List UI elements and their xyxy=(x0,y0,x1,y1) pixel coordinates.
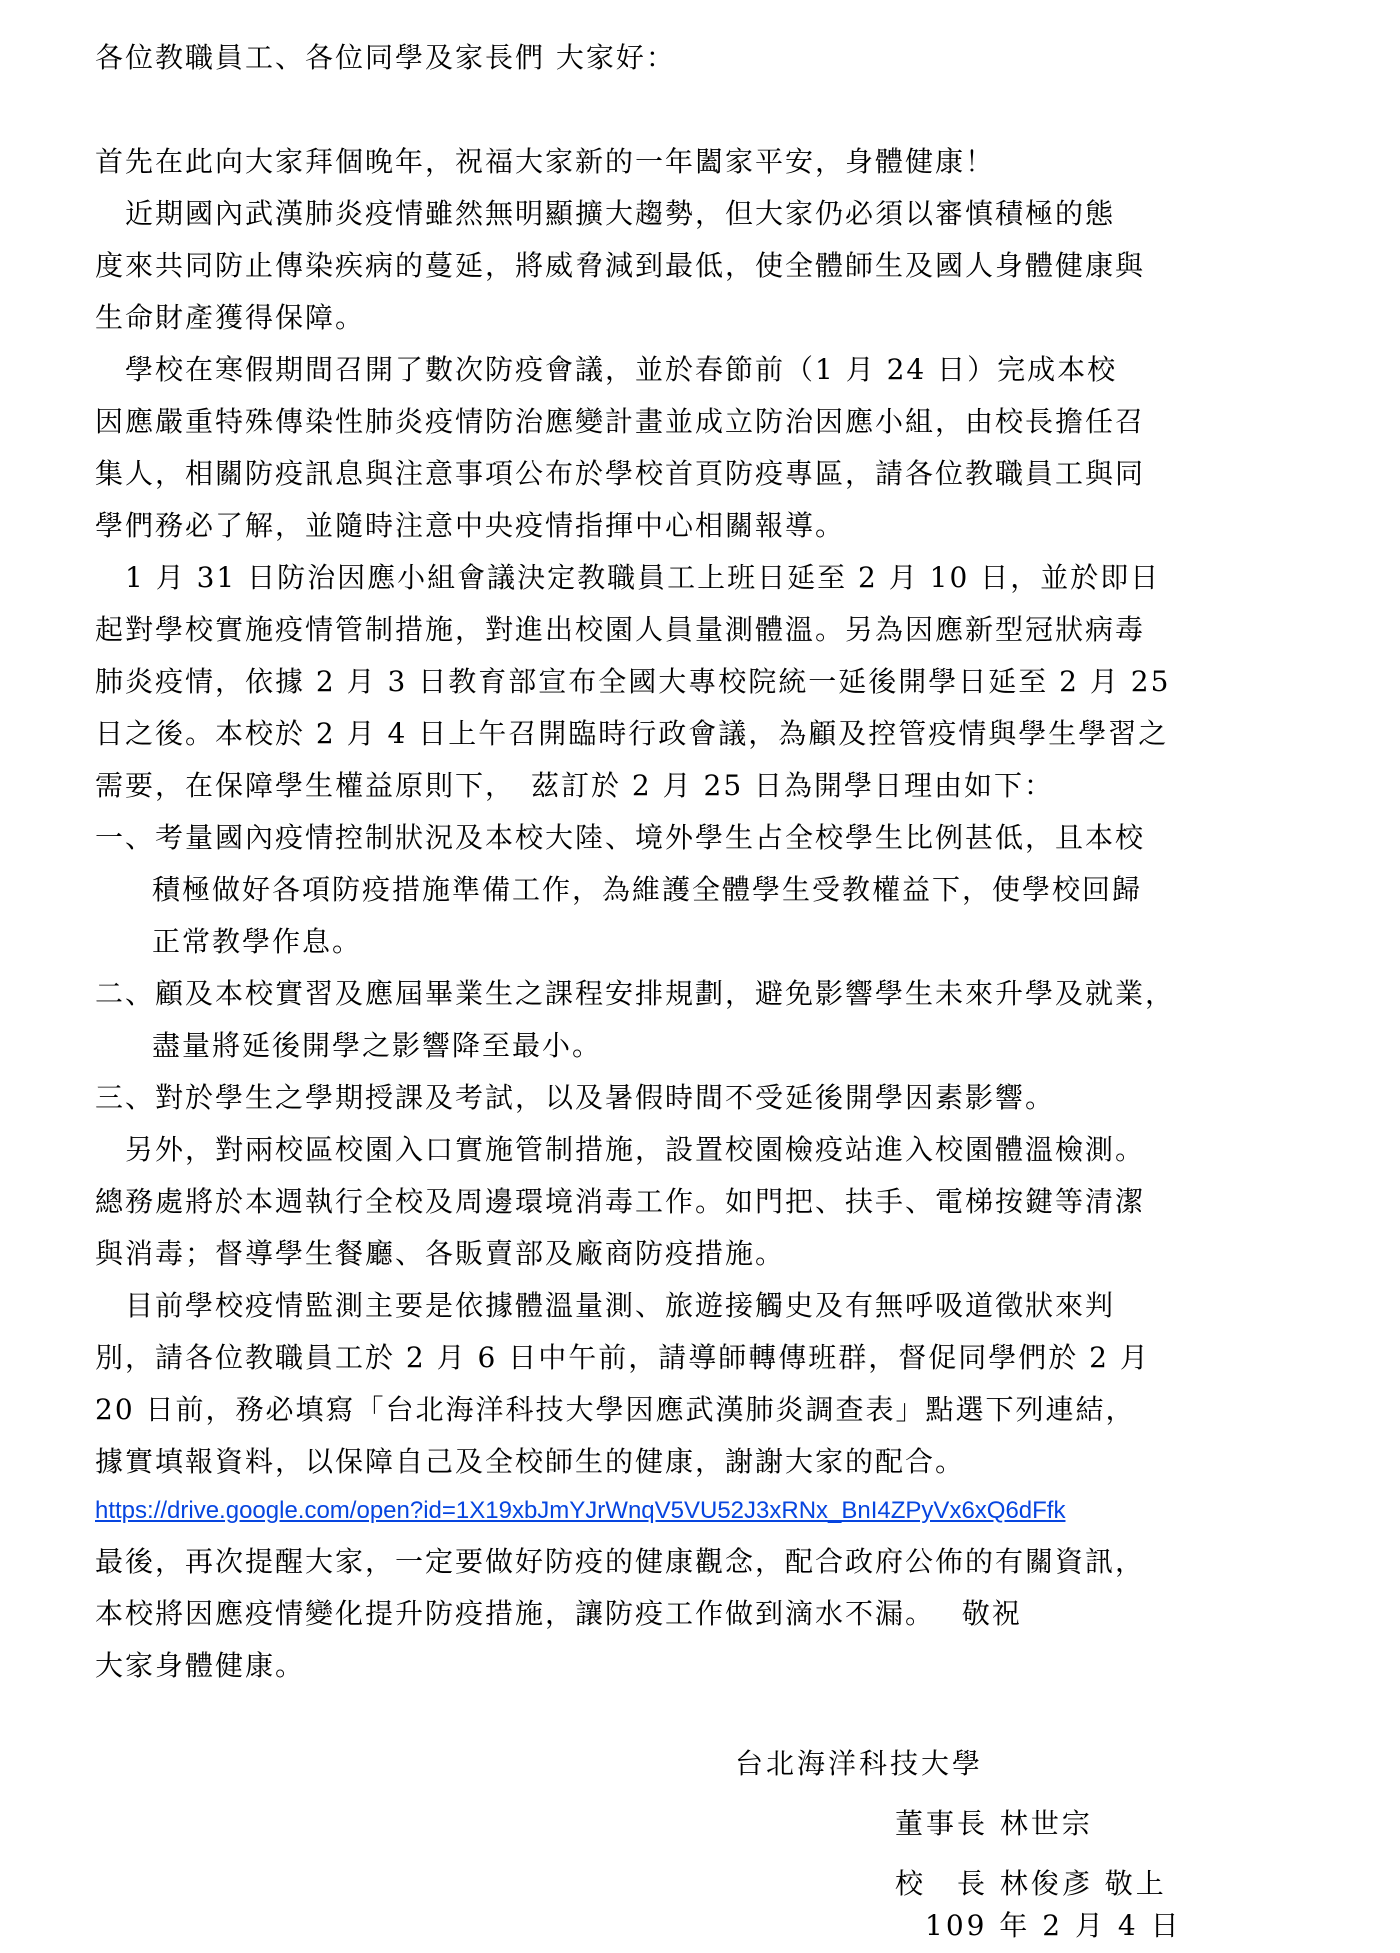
paragraph-line: 據實填報資料，以保障自己及全校師生的健康，謝謝大家的配合。 xyxy=(95,1445,966,1478)
list-item: 三、對於學生之學期授課及考試，以及暑假時間不受延後開學因素影響。 xyxy=(95,1081,1056,1114)
paragraph-line: 起對學校實施疫情管制措施，對進出校園人員量測體溫。另為因應新型冠狀病毒 xyxy=(95,613,1146,646)
list-item: 二、顧及本校實習及應屆畢業生之課程安排規劃，避免影響學生未來升學及就業， xyxy=(95,977,1176,1010)
paragraph-line: 肺炎疫情，依據 2 月 3 日教育部宣布全國大專校院統一延後開學日延至 2 月 25 xyxy=(95,665,1171,698)
signature-president: 校 長 林俊彥 敬上 xyxy=(895,1867,1167,1900)
paragraph-line: 日之後。本校於 2 月 4 日上午召開臨時行政會議，為顧及控管疫情與學生學習之 xyxy=(95,717,1169,750)
paragraph-line: 最後，再次提醒大家，一定要做好防疫的健康觀念，配合政府公佈的有關資訊， xyxy=(95,1545,1146,1578)
signature-school: 台北海洋科技大學 xyxy=(735,1747,984,1780)
paragraph-line: 因應嚴重特殊傳染性肺炎疫情防治應變計畫並成立防治因應小組，由校長擔任召 xyxy=(95,405,1146,438)
paragraph-line: 需要，在保障學生權益原則下， 茲訂於 2 月 25 日為開學日理由如下： xyxy=(95,769,1055,802)
paragraph-line: 度來共同防止傳染疾病的蔓延，將威脅減到最低，使全體師生及國人身體健康與 xyxy=(95,249,1146,282)
survey-link[interactable]: https://drive.google.com/open?id=1X19xbJmYJrWnqV5VU52J3xRNx_BnI4ZPyVx6xQ6dFfk xyxy=(95,1497,1066,1524)
paragraph-line: 首先在此向大家拜個晚年，祝福大家新的一年闔家平安，身體健康！ xyxy=(95,145,996,178)
paragraph-line: 1 月 31 日防治因應小組會議決定教職員工上班日延至 2 月 10 日，並於即日 xyxy=(95,561,1161,594)
list-item: 一、考量國內疫情控制狀況及本校大陸、境外學生占全校學生比例甚低，且本校 xyxy=(95,821,1146,854)
paragraph-line: 近期國內武漢肺炎疫情雖然無明顯擴大趨勢，但大家仍必須以審慎積極的態 xyxy=(95,197,1116,230)
paragraph-line: 目前學校疫情監測主要是依據體溫量測、旅遊接觸史及有無呼吸道徵狀來判 xyxy=(95,1289,1116,1322)
paragraph-line: 生命財產獲得保障。 xyxy=(95,301,366,334)
list-item: 正常教學作息。 xyxy=(152,925,363,958)
paragraph-line: 20 日前，務必填寫「台北海洋科技大學因應武漢肺炎調查表」點選下列連結， xyxy=(95,1393,1136,1426)
paragraph-line: 別，請各位教職員工於 2 月 6 日中午前，請導師轉傳班群，督促同學們於 2 月 xyxy=(95,1341,1150,1374)
signature-date: 109 年 2 月 4 日 xyxy=(925,1909,1182,1942)
greeting: 各位教職員工、各位同學及家長們 大家好： xyxy=(95,41,676,74)
list-item: 盡量將延後開學之影響降至最小。 xyxy=(152,1029,603,1062)
signature-chairman: 董事長 林世宗 xyxy=(895,1807,1093,1840)
paragraph-line: 與消毒；督導學生餐廳、各販賣部及廠商防疫措施。 xyxy=(95,1237,786,1270)
paragraph-line: 另外，對兩校區校園入口實施管制措施，設置校園檢疫站進入校園體溫檢測。 xyxy=(95,1133,1146,1166)
paragraph-line: 集人，相關防疫訊息與注意事項公布於學校首頁防疫專區，請各位教職員工與同 xyxy=(95,457,1146,490)
paragraph-line: 學校在寒假期間召開了數次防疫會議，並於春節前（1 月 24 日）完成本校 xyxy=(95,353,1118,386)
paragraph-line: 總務處將於本週執行全校及周邊環境消毒工作。如門把、扶手、電梯按鍵等清潔 xyxy=(95,1185,1146,1218)
list-item: 積極做好各項防疫措施準備工作，為維護全體學生受教權益下，使學校回歸 xyxy=(152,873,1143,906)
paragraph-line: 本校將因應疫情變化提升防疫措施，讓防疫工作做到滴水不漏。 敬祝 xyxy=(95,1597,1022,1630)
paragraph-line: 學們務必了解，並隨時注意中央疫情指揮中心相關報導。 xyxy=(95,509,846,542)
paragraph-line: 大家身體健康。 xyxy=(95,1649,306,1682)
